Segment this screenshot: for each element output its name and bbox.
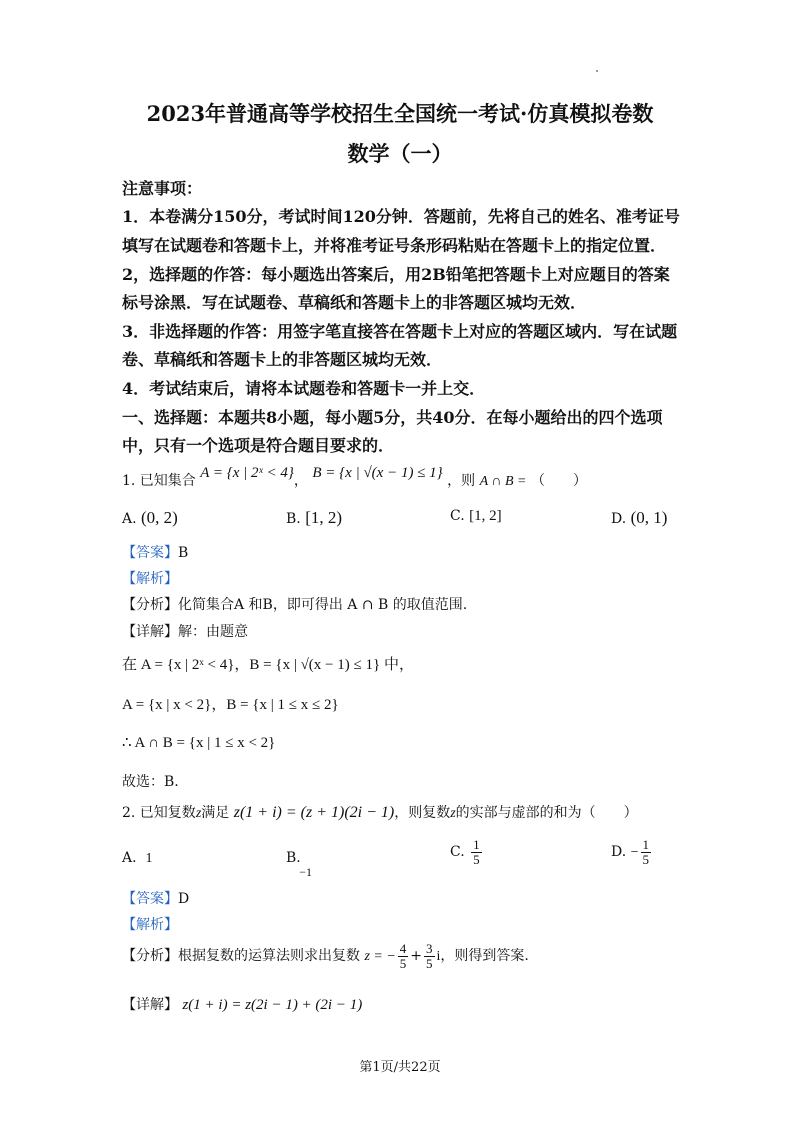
q1-prefix: 1. 已知集合 — [122, 473, 196, 489]
q1-detail: 【详解】解：由题意 — [122, 624, 248, 640]
q2-option-a: A. 1 — [122, 850, 153, 866]
page-number: 第1页/共22页 — [359, 1060, 441, 1075]
question-2-stem: 2. 已知复数z满足 z(1 + i) = (z + 1)(2i − 1)，则复数z的实部与虚部的和为（ ） — [122, 804, 638, 821]
question-1-stem — [122, 465, 587, 490]
q2-option-b: B. −1 — [286, 850, 312, 879]
q1-step-3: ∴ A ∩ B = {x | 1 ≤ x < 2} — [122, 735, 276, 751]
equation: z(1 + i) = (z + 1)(2i − 1) — [233, 804, 395, 821]
q2-analysis-tag: 【解析】 — [122, 917, 178, 933]
analysis-tag: 【解析】 — [122, 571, 178, 587]
note-line: 填写在试题卷和答题卡上，并将准考证号条形码粘贴在答题卡上的指定位置． — [122, 236, 667, 255]
q1-answer: 【答案】B — [122, 545, 189, 561]
q2-option-c: C. $\frac{1}{5}$ — [450, 837, 480, 867]
scan-speck — [596, 70, 598, 72]
detail-tag: 【详解】 — [122, 624, 178, 640]
section-heading-cont: 中，只有一个选项是符合题目要求的． — [122, 436, 395, 455]
comma: ， — [293, 473, 308, 489]
q1-step-2: A = {x | x < 2}，B = {x | 1 ≤ x ≤ 2} — [122, 697, 339, 713]
q2-fenxi: 【分析】根据复数的运算法则求出复数 z = − $\frac{4}{5}$ + $\frac{3}{5}$ i，则得到答案. — [122, 941, 529, 971]
option-a: A. (0, 2) — [122, 508, 178, 527]
subject-title: 数学（一） — [347, 141, 453, 166]
option-c: C. [1, 2] — [450, 508, 502, 524]
q2-answer: 【答案】D — [122, 891, 190, 907]
q1-conclusion: 故选：B. — [122, 774, 179, 790]
notes-heading: 注意事项： — [122, 179, 203, 198]
exam-title: 2023年普通高等学校招生全国统一考试·仿真模拟卷数 — [146, 101, 654, 126]
fenxi-tag: 【分析】 — [122, 597, 178, 613]
answer-blank: （ ） — [530, 473, 587, 489]
q2-detail: 【详解】 z(1 + i) = z(2i − 1) + (2i − 1) — [122, 997, 363, 1013]
option-d: D. (0, 1) — [611, 508, 668, 527]
option-b: B. [1, 2) — [286, 508, 343, 527]
note-line: 4．考试结束后，请将本试题卷和答题卡一并上交． — [122, 379, 486, 398]
q1-fenxi: 【分析】化简集合A 和B，即可得出 A ∩ B 的取值范围. — [122, 597, 468, 613]
q2-option-d: D. − $\frac{1}{5}$ — [611, 837, 650, 867]
note-line: 3．非选择题的作答：用签字笔直接答在答题卡上对应的答题区域内．写在试题 — [122, 322, 678, 341]
note-line: 2，选择题的作答：每小题选出答案后，用2B铅笔把答题卡上对应题目的答案 — [122, 265, 670, 284]
fraction-neg-one-fifth: $\frac{1}{5}$ — [642, 837, 650, 867]
q1-then: ，则 — [447, 473, 476, 489]
note-line: 1．本卷满分150分，考试时间120分钟．答题前，先将自己的姓名、准考证号 — [122, 207, 680, 226]
note-line: 标号涂黑．写在试题卷、草稿纸和答题卡上的非答题区城均无效． — [122, 293, 587, 312]
answer-tag: 【答案】 — [122, 545, 178, 561]
set-a: A = {x | 2ˣ < 4} — [200, 465, 294, 481]
note-line: 卷、草稿纸和答题卡上的非答题区城均无效． — [122, 350, 443, 369]
q1-step-1: 在 A = {x | 2ˣ < 4}，B = {x | √(x − 1) ≤ 1} 中， — [122, 657, 414, 673]
set-b: B = {x | √(x − 1) ≤ 1} — [312, 465, 443, 481]
intersection-expr: A ∩ B = — [479, 474, 527, 489]
fraction-one-fifth: $\frac{1}{5}$ — [473, 837, 480, 867]
section-heading: 一、选择题：本题共8小题，每小题5分，共40分．在每小题给出的四个选项 — [122, 408, 663, 427]
